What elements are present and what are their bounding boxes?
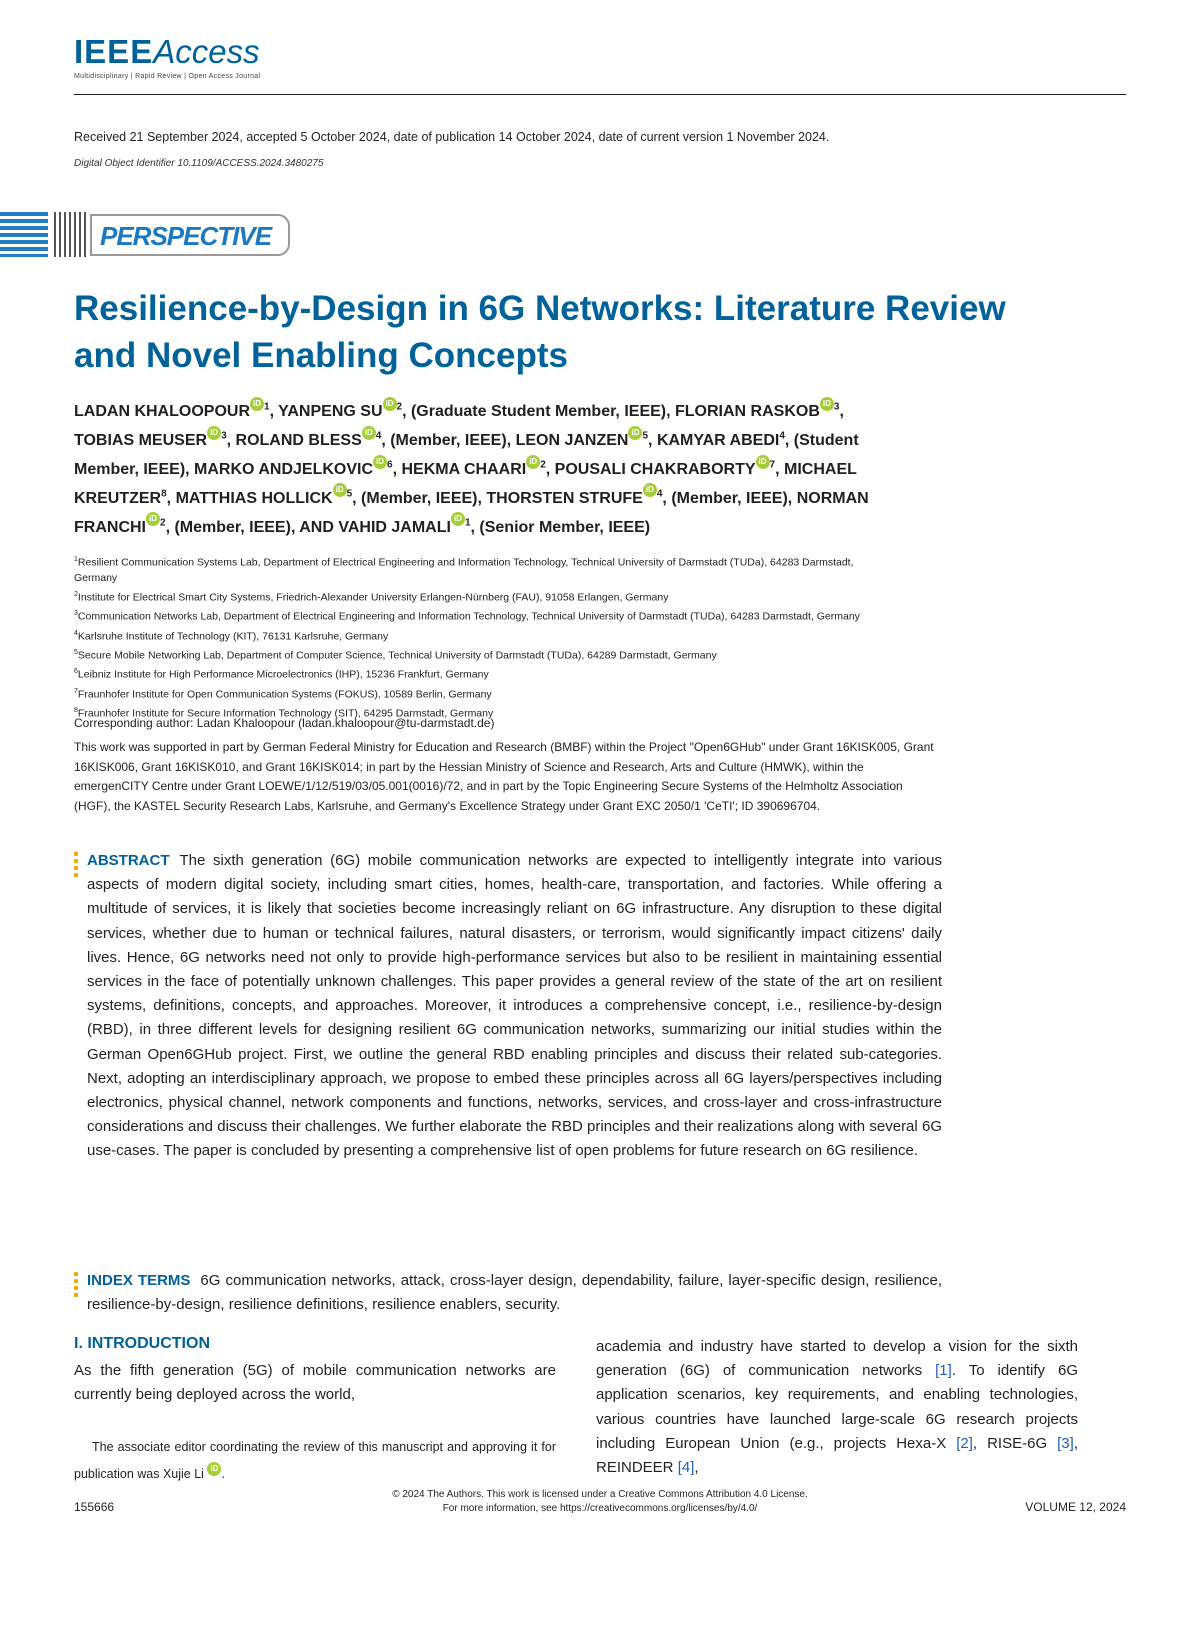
- affiliation: [74, 606, 894, 625]
- affiliation-marker: 1: [464, 517, 471, 529]
- intro-left-column: As the fifth generation (5G) of mobile communication networks are currently being deployed across the world,: [74, 1362, 556, 1404]
- index-terms-bullet-icon: [74, 1272, 80, 1300]
- orcid-icon[interactable]: iD: [451, 512, 465, 526]
- author: AND VAHID JAMALI iD $^1$, (Senior Member, IEEE): [299, 514, 651, 536]
- intro-text: ,: [694, 1459, 699, 1477]
- orcid-icon[interactable]: iD: [373, 455, 387, 469]
- author: ROLAND BLESS iD $^4$, (Member, IEEE),: [235, 427, 516, 450]
- affiliation-marker: 6: [387, 459, 393, 471]
- intro-right-column: [596, 1335, 1078, 1480]
- article-type-tag: [90, 214, 290, 256]
- affiliation-text: Karlsruhe Institute of Technology (KIT), 76131 Karlsruhe, Germany: [77, 630, 389, 643]
- author-name: FLORIAN RASKOB: [675, 403, 820, 421]
- affiliation-text: Communication Networks Lab, Department of Electrical Engineering and Information Technology, Technical University of Darmstadt (TUDa), 64283 Darmstadt, Germany: [77, 610, 860, 623]
- doi[interactable]: Digital Object Identifier 10.1109/ACCESS.2024.3480275: [74, 158, 324, 169]
- citation-link[interactable]: [3]: [1057, 1434, 1074, 1452]
- affiliation-text: Leibniz Institute for High Performance Microelectronics (IHP), 15236 Frankfurt, Germany: [77, 668, 489, 681]
- index-terms-text: 6G communication networks, attack, cross-layer design, dependability, failure, layer-specific design, resilience, resilience-by-design, resilience definitions, resilience enablers, security.: [87, 1272, 942, 1314]
- affiliation-text: Resilient Communication Systems Lab, Department of Electrical Engineering and Information Technology, Technical University of Darmstadt (TUDa), 64283 Darmstadt, Germany: [74, 556, 854, 585]
- page-number: 155666: [74, 1500, 115, 1514]
- affiliation-number: 4: [74, 629, 78, 637]
- affiliation-text: Institute for Electrical Smart City Systems, Friedrich-Alexander University Erlangen-Nürnberg (FAU), 91058 Erlangen, Germany: [77, 591, 669, 604]
- author-membership: (Graduate Student Member, IEEE): [410, 403, 667, 421]
- affiliation-number: 5: [74, 648, 78, 656]
- intro-text: , REINDEER: [596, 1434, 1078, 1477]
- affiliation: [74, 552, 894, 587]
- orcid-icon[interactable]: iD: [756, 455, 770, 469]
- corresponding-author: Corresponding author: Ladan Khaloopour (ladan.khaloopour@tu-darmstadt.de): [74, 716, 495, 730]
- journal-tagline: Multidisciplinary | Rapid Review | Open Access Journal: [74, 73, 261, 80]
- citation-link[interactable]: [2]: [956, 1434, 973, 1452]
- author-name: POUSALI CHAKRABORTY: [554, 460, 756, 478]
- affiliation-marker: 4: [779, 430, 785, 442]
- abstract-bullet-icon: [74, 852, 80, 880]
- affiliation-marker: 5: [346, 488, 353, 500]
- affiliation: [74, 587, 894, 606]
- author: KAMYAR ABEDI$^4$, (Student Member, IEEE),: [74, 430, 859, 478]
- orcid-icon[interactable]: iD: [628, 426, 642, 440]
- affiliation: [74, 684, 894, 703]
- author: POUSALI CHAKRABORTY iD $^7$,: [554, 456, 784, 478]
- author-membership: (Member, IEEE): [174, 518, 291, 536]
- affiliation-number: 2: [74, 591, 78, 599]
- author: MARKO ANDJELKOVIC iD $^6$,: [194, 456, 402, 478]
- orcid-icon[interactable]: iD: [250, 397, 264, 411]
- license-notice: [300, 1488, 900, 1516]
- affiliation-marker: 2: [396, 402, 403, 413]
- author: FLORIAN RASKOB iD $^3$,: [675, 399, 844, 421]
- author-name: AND VAHID JAMALI: [299, 518, 451, 536]
- author-membership: (Student Member, IEEE): [74, 432, 859, 478]
- abstract: [87, 849, 942, 1164]
- author: HEKMA CHAARI iD $^2$,: [401, 456, 555, 478]
- author-name: MATTHIAS HOLLICK: [175, 489, 333, 507]
- index-terms-label: INDEX TERMS: [87, 1272, 191, 1289]
- affiliation-number: 3: [74, 610, 78, 618]
- editor-footnote: The associate editor coordinating the review of this manuscript and approving it for publication was Xujie Li iD .: [74, 1440, 556, 1481]
- citation-link[interactable]: [4]: [677, 1459, 695, 1477]
- intro-text: . To identify 6G application scenarios, key requirements, and enabling technologies, various countries have launched large-scale 6G research projects including European Union (e.g., projects Hexa-X: [596, 1362, 1079, 1452]
- author: YANPENG SU iD $^2$, (Graduate Student Member, IEEE),: [278, 399, 675, 421]
- editor-footnote-text: The associate editor coordinating the review of this manuscript and approving it for publication was Xujie Li: [74, 1440, 556, 1481]
- author-name: YANPENG SU: [278, 403, 383, 421]
- author: MICHAEL KREUTZER$^8$,: [74, 460, 857, 507]
- section-heading-introduction: I. INTRODUCTION: [74, 1335, 210, 1352]
- orcid-icon[interactable]: iD: [207, 426, 221, 440]
- author-name: LEON JANZEN: [515, 432, 629, 450]
- affiliation-text: Fraunhofer Institute for Secure Information Technology (SIT), 64295 Darmstadt, Germany: [77, 707, 494, 720]
- article-type-banner: [0, 212, 300, 257]
- affiliation-marker: 3: [833, 402, 840, 413]
- author: NORMAN FRANCHI iD $^2$, (Member, IEEE),: [74, 489, 869, 536]
- affiliation-number: 7: [74, 687, 78, 695]
- orcid-icon[interactable]: iD: [643, 483, 657, 497]
- author: LEON JANZEN iD $^5$,: [515, 427, 657, 450]
- affiliation-list: [74, 552, 894, 722]
- affiliation-number: 1: [74, 556, 78, 563]
- affiliation-number: 8: [74, 706, 78, 714]
- author-list: [74, 396, 904, 540]
- journal-logo: [74, 34, 260, 70]
- affiliation-marker: 3: [221, 430, 227, 442]
- author-name: KAMYAR ABEDI: [656, 432, 780, 450]
- affiliation-marker: 4: [375, 430, 382, 442]
- logo-access: Access: [153, 33, 260, 70]
- orcid-icon[interactable]: iD: [146, 512, 160, 526]
- abstract-label: ABSTRACT: [87, 852, 170, 869]
- author-membership: (Member, IEEE): [390, 432, 507, 450]
- affiliation-marker: 7: [769, 459, 776, 471]
- affiliation-marker: 8: [161, 488, 167, 500]
- index-terms: [87, 1269, 942, 1317]
- citation-link[interactable]: [1]: [935, 1362, 952, 1380]
- article-type-label: PERSPECTIVE: [100, 221, 272, 251]
- author-membership: (Senior Member, IEEE): [479, 518, 651, 536]
- header-divider: [74, 94, 1126, 95]
- affiliation-marker: 1: [264, 402, 270, 413]
- abstract-text: The sixth generation (6G) mobile communication networks are expected to intelligently integrate into various aspects of modern digital society, including smart cities, homes, health-care, transportation, and factories. While offering a multitude of services, it is likely that societies become increasingly reliant on 6G infrastructure. Any disruption to these digital services, whether due to human or technical failures, natural disasters, or terrorism, would significantly impact citizens' daily lives. Hence, 6G networks need not only to provide high-performance services but also to be resilient in maintaining essential services in the face of potentially unknown challenges. This paper provides a general review of the state of the art on resilient systems, definitions, concepts, and approaches. Moreover, it introduces a comprehensive concept, i.e., resilience-by-design (RBD), in three different levels for designing resilient 6G communication networks, summarizing our initial studies within the German Open6GHub project. First, we outline the general RBD enabling principles and discuss their related sub-categories. Next, adopting an interdisciplinary approach, we propose to embed these principles across all 6G layers/perspectives including electronics, physical channel, network components and functions, networks, services, and cross-layer and cross-infrastructure considerations and discuss their challenges. We further elaborate the RBD principles and their realizations along with several 6G use-cases. The paper is concluded by presenting a comprehensive list of open problems for future research on 6G resilience.: [87, 852, 942, 1160]
- author: LADAN KHALOOPOUR iD $^1$,: [74, 399, 279, 421]
- orcid-icon[interactable]: iD: [526, 455, 540, 469]
- author-membership: (Member, IEEE): [671, 489, 788, 507]
- affiliation: [74, 645, 894, 664]
- author: MATTHIAS HOLLICK iD $^5$, (Member, IEEE),: [175, 485, 487, 507]
- license-link[interactable]: For more information, see https://creativecommons.org/licenses/by/4.0/: [442, 1503, 758, 1514]
- author-name: TOBIAS MEUSER: [74, 432, 208, 450]
- license-line: © 2024 The Authors. This work is licensed under a Creative Commons Attribution 4.0 License.: [392, 1489, 808, 1500]
- author-name: LADAN KHALOOPOUR: [74, 403, 250, 421]
- author-name: MARKO ANDJELKOVIC: [194, 460, 374, 478]
- author-name: ROLAND BLESS: [235, 432, 362, 450]
- author-name: HEKMA CHAARI: [401, 460, 527, 478]
- orcid-icon[interactable]: iD: [333, 483, 347, 497]
- orcid-icon[interactable]: iD: [383, 397, 397, 411]
- affiliation-text: Fraunhofer Institute for Open Communication Systems (FOKUS), 10589 Berlin, Germany: [77, 688, 492, 701]
- affiliation: [74, 664, 894, 683]
- affiliation-marker: 2: [540, 459, 546, 471]
- orcid-icon[interactable]: iD: [207, 1462, 221, 1476]
- paper-title: Resilience-by-Design in 6G Networks: Literature Review and Novel Enabling Concepts: [74, 289, 1006, 375]
- affiliation-marker: 2: [160, 517, 166, 529]
- affiliation-marker: 5: [642, 430, 649, 442]
- author-membership: (Member, IEEE): [361, 489, 478, 507]
- funding-statement: This work was supported in part by German Federal Ministry for Education and Research (BMBF) within the Project "Open6GHub" under Grant 16KISK005, Grant 16KISK006, Grant 16KISK010, and Grant 16KISK014; in part by the Hessian Ministry of Science and Research, Arts and Culture (HMWK), within the emergenCITY Centre under Grant LOEWE/1/12/519/03/05.001(0016)/72, and in part by the Topic Engineering Secure Systems of the Helmholtz Association (HGF), the KASTEL Security Research Labs, Karlsruhe, and Germany's Excellence Strategy under Grant EXC 2050/1 'CeTI'; ID 390696704.: [74, 740, 934, 813]
- author-name: NORMAN FRANCHI: [74, 489, 869, 536]
- affiliation-text: Secure Mobile Networking Lab, Department of Computer Science, Technical University of Darmstadt (TUDa), 64289 Darmstadt, Germany: [77, 649, 717, 662]
- author-name: MICHAEL KREUTZER: [74, 460, 857, 507]
- orcid-icon[interactable]: iD: [820, 397, 834, 411]
- received-dates: Received 21 September 2024, accepted 5 October 2024, date of publication 14 October 2024, date of current version 1 November 2024.: [74, 130, 830, 144]
- intro-text: academia and industry have started to develop a vision for the sixth generation (6G) of communication networks: [596, 1338, 1078, 1380]
- author: TOBIAS MEUSER iD $^3$,: [74, 427, 236, 450]
- orcid-icon[interactable]: iD: [362, 426, 376, 440]
- affiliation: [74, 626, 894, 645]
- affiliation-marker: 4: [656, 488, 663, 500]
- intro-text: , RISE-6G: [972, 1434, 1058, 1452]
- author-name: THORSTEN STRUFE: [486, 489, 643, 507]
- logo-ieee: IEEE: [74, 33, 154, 70]
- volume-label: VOLUME 12, 2024: [1025, 1500, 1126, 1514]
- author: THORSTEN STRUFE iD $^4$, (Member, IEEE),: [486, 485, 797, 507]
- affiliation-number: 6: [74, 668, 78, 676]
